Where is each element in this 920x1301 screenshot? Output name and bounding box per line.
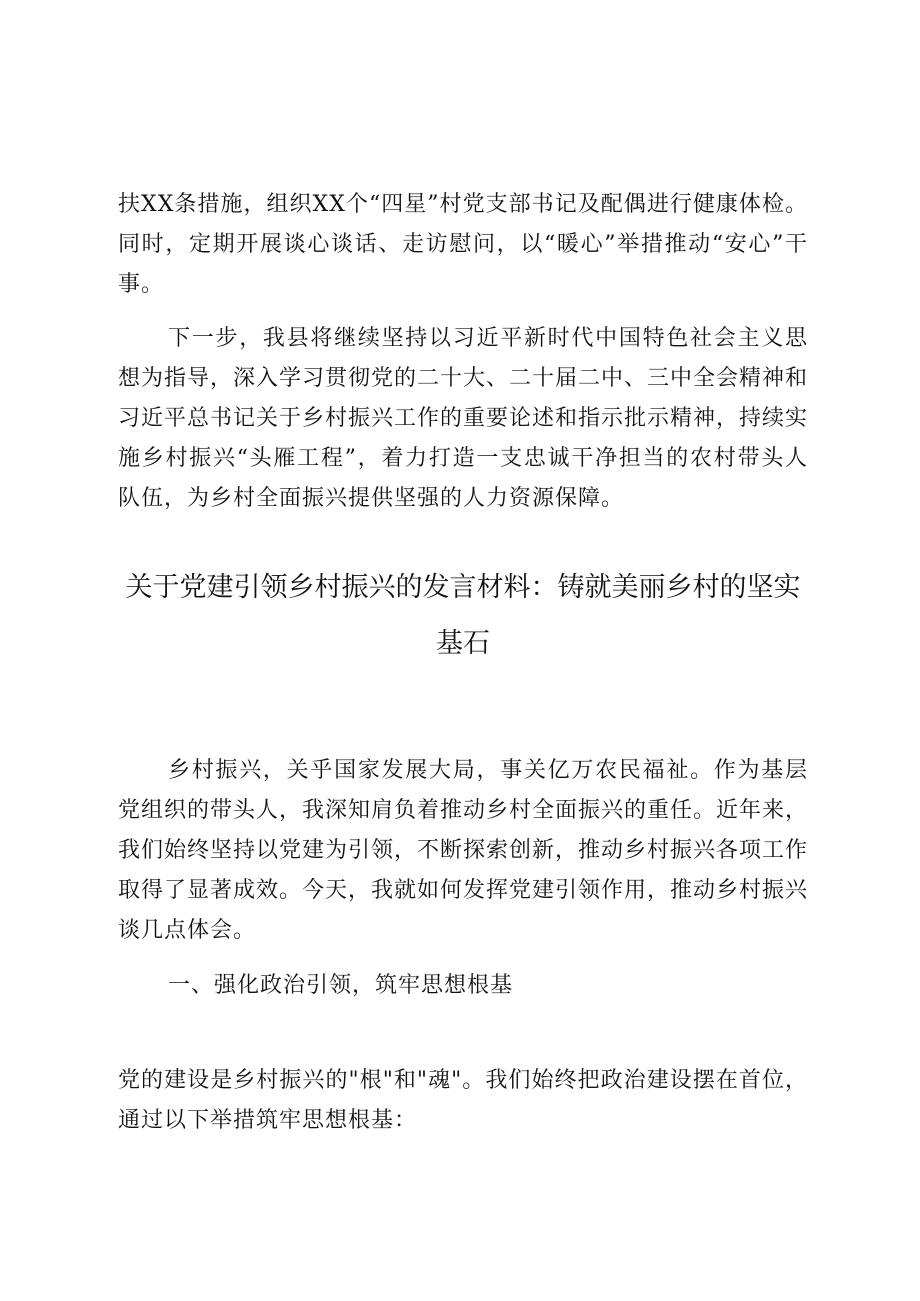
paragraph-intro: 乡村振兴，关乎国家发展大局，事关亿万农民福祉。作为基层党组织的带头人，我深知肩负着推动乡村全面振兴的重任。近年来，我们始终坚持以党建为引领，不断探索创新，推动乡村振兴各项工作取得了显著成效。今天，我就如何发挥党建引领作用，推动乡村振兴谈几点体会。 [118,758,809,943]
document-title: 关于党建引领乡村振兴的发言材料：铸就美丽乡村的坚实基石 [125,572,801,659]
section-heading: 一、强化政治引领，筑牢思想根基 [168,973,514,998]
paragraph-section-body: 党的建设是乡村振兴的"根"和"魂"。我们始终把政治建设摆在首位，通过以下举措筑牢思想根基： [118,1068,808,1133]
paragraph-continuation: 扶XX条措施，组织XX个“四星”村党支部书记及配偶进行健康体检。同时，定期开展谈心谈话、走访慰问，以“暖心”举措推动“安心”干事。 [118,192,808,297]
paragraph-next-step: 下一步，我县将继续坚持以习近平新时代中国特色社会主义思想为指导，深入学习贯彻党的二十大、二十届二中、三中全会精神和习近平总书记关于乡村振兴工作的重要论述和指示批示精神，持续实施乡村振兴“头雁工程”，着力打造一支忠诚干净担当的农村带头人队伍，为乡村全面振兴提供坚强的人力资源保障。 [118,326,809,511]
